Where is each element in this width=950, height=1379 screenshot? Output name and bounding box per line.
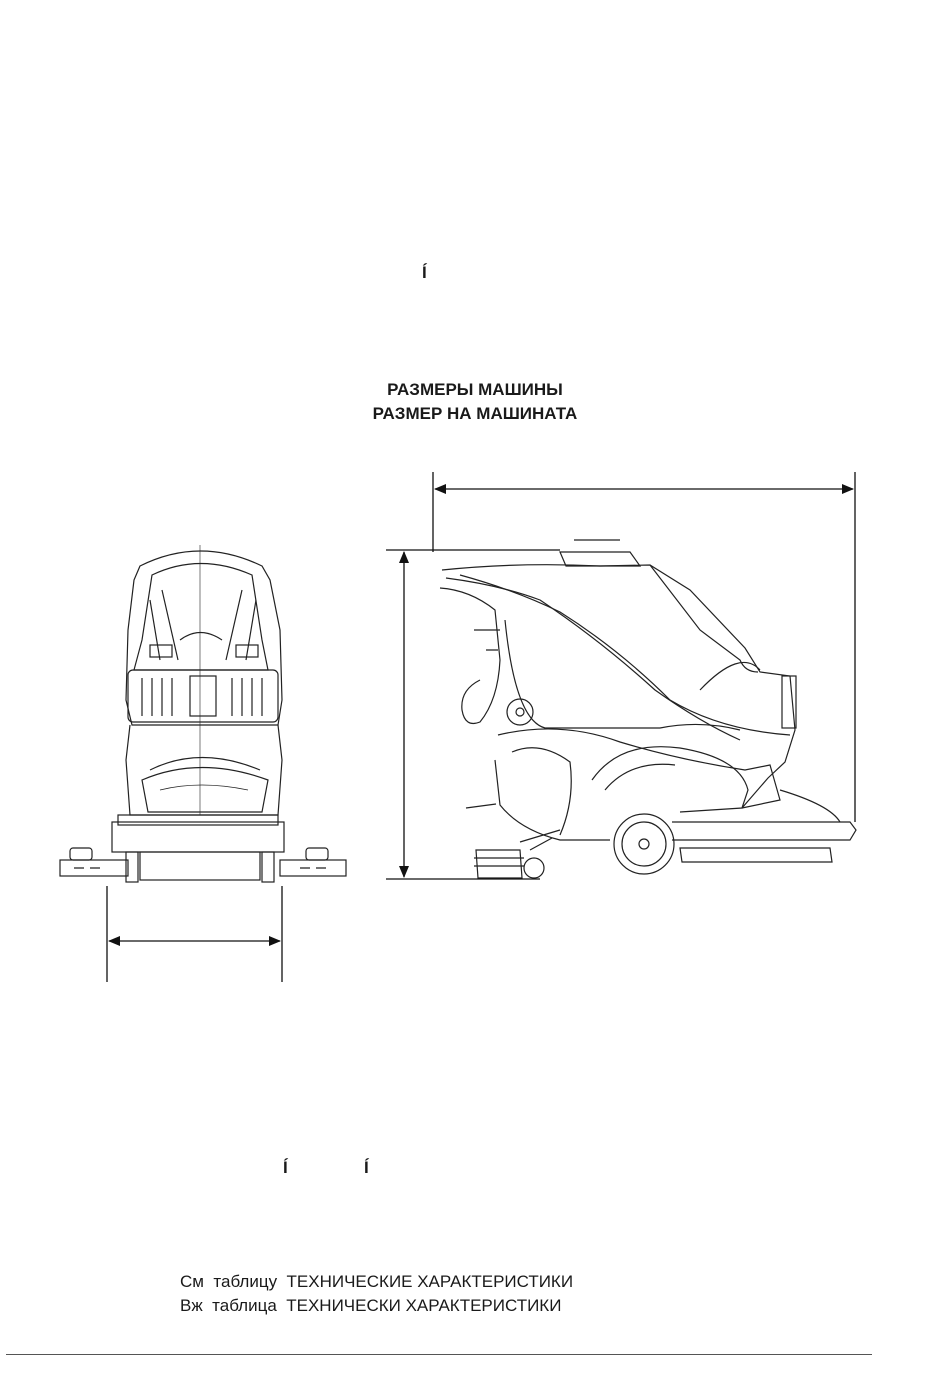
footnote-ru: См таблицу ТЕХНИЧЕСКИЕ ХАРАКТЕРИСТИКИ [180, 1272, 574, 1291]
symbol-mark-bottom-right: Í [364, 1158, 369, 1177]
width-dimension [107, 886, 282, 982]
section-title-bg: РАЗМЕР НА МАШИНАТА [372, 404, 578, 423]
page-bottom-rule [6, 1354, 872, 1355]
height-dimension [386, 550, 560, 879]
section-title-ru: РАЗМЕРЫ МАШИНЫ [387, 380, 563, 399]
side-view [440, 540, 856, 878]
symbol-mark-bottom-left: Í [283, 1158, 288, 1177]
footnote-bg: Вж таблица ТЕХНИЧЕСКИ ХАРАКТЕРИСТИКИ [180, 1296, 562, 1315]
front-view [60, 545, 346, 882]
symbol-mark-top: Í [422, 263, 427, 282]
